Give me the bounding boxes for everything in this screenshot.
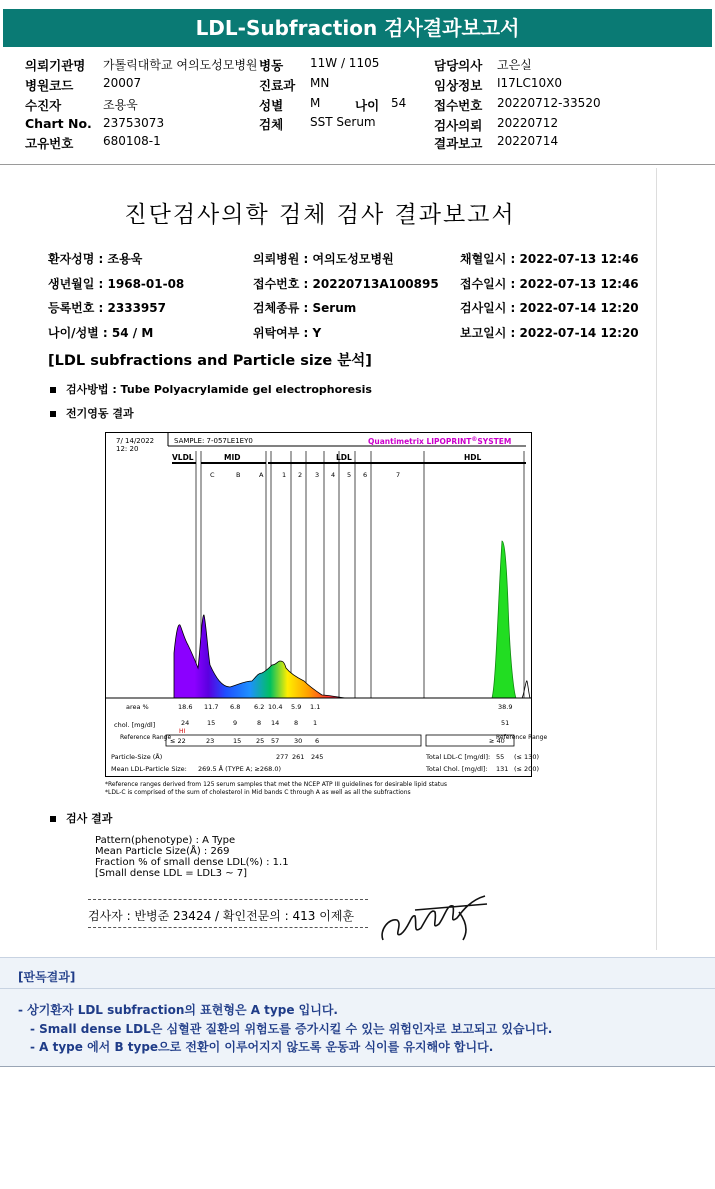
result-line: Fraction % of small dense LDL(%) : 1.1 [95,857,289,868]
table-cell: 5.9 [291,703,302,711]
bullet-icon [50,816,56,822]
table-cell: 25 [256,737,265,745]
hdl-tail [522,681,530,698]
bullet-icon [50,387,56,393]
patient-info: 접수번호 : 20220713A100895 [253,277,439,291]
table-cell: 8 [257,719,262,727]
band-label: 1 [282,471,287,479]
sample-id: SAMPLE: 7-057LE1EY0 [174,437,253,445]
total-ldl-ref: (≤ 130) [514,753,539,761]
table-cell: 1.1 [310,703,321,711]
info-value: 20220712 [497,116,559,130]
result-line: [Small dense LDL = LDL3 ~ 7] [95,868,248,879]
sign-line-top [88,899,368,900]
info-label: 고유번호 [25,136,74,151]
table-cell: 23 [206,737,215,745]
result-heading: 검사 결과 [66,812,113,825]
info-label: 수진자 [25,98,62,113]
table-cell: 245 [311,753,324,761]
patient-info: 검사일시 : 2022-07-14 12:20 [460,301,639,315]
divider [0,164,715,165]
group-ldl: LDL [336,453,352,462]
info-label: 검사의뢰 [434,118,483,133]
method-text: 검사방법 : Tube Polyacrylamide gel electrophoresis [66,383,372,396]
table-cell: 15 [207,719,216,727]
footnote-1: *Reference ranges derived from 125 serum samples that met the NCEP ATP III guidelines for desirable lipid status [105,781,448,788]
patient-info: 나이/성별 : 54 / M [48,326,154,340]
table-cell: 24 [181,719,190,727]
info-value: I17LC10X0 [497,76,562,90]
result-line: Mean Particle Size(Å) : 269 [95,846,230,857]
page-title: LDL-Subfraction 검사결과보고서 [3,9,712,47]
electrophoresis-chart [105,432,548,777]
table-cell: 8 [294,719,299,727]
total-chol-ref: (≤ 200) [514,765,539,773]
table-cell: 1 [313,719,318,727]
title-bar [0,0,715,48]
ref-hdl: ≥ 40 [489,737,505,745]
sign-line-bottom [88,927,368,928]
total-chol-label: Total Chol. [mg/dl]: [426,765,488,773]
psize-label: Particle-Size (Å) [111,753,163,761]
band-label: 7 [396,471,401,479]
section-title: [LDL subfractions and Particle size 분석] [48,353,372,369]
patient-info: 의뢰병원 : 여의도성모병원 [253,252,394,266]
table-cell: 6.8 [230,703,241,711]
hdl-peak [492,541,516,698]
total-ldl-label: Total LDL-C [mg/dl]: [426,753,491,761]
lipoprint-svg [106,433,548,776]
verdict-line: - A type 에서 B type으로 전환이 이루어지지 않도록 운동과 식이를 유지해야 합니다. [30,1040,494,1054]
info-value: 20220712-33520 [497,96,601,110]
info-value: 23753073 [103,116,165,130]
verdict-panel [0,957,715,1067]
info-value: SST Serum [310,115,376,129]
info-label: Chart No. [25,116,92,131]
table-cell: 10.4 [268,703,283,711]
table-cell: ≤ 22 [170,737,186,745]
patient-info: 채혈일시 : 2022-07-13 12:46 [460,252,639,266]
info-label: 임상정보 [434,78,483,93]
band-label: 4 [331,471,336,479]
patient-info: 접수일시 : 2022-07-13 12:46 [460,277,639,291]
info-label: 성별 [259,98,284,113]
table-cell: 6.2 [254,703,265,711]
band-label: A [259,471,264,479]
band-label: C [210,471,215,479]
total-ldl: 55 [496,753,505,761]
row-ref-label: Reference Range [120,734,172,741]
info-label: 결과보고 [434,136,483,151]
patient-info: 보고일시 : 2022-07-14 12:20 [460,326,639,340]
info-value: 조용욱 [103,98,138,112]
info-value: 가톨릭대학교 여의도성모병원 [103,58,258,72]
table-cell: 9 [233,719,238,727]
info-value: M [310,96,321,110]
table-cell: 51 [501,719,510,727]
table-cell: 30 [294,737,303,745]
table-cell: 57 [271,737,280,745]
info-value: 고은실 [497,58,532,72]
total-chol: 131 [496,765,509,773]
chart-date: 7/ 14/2022 [116,437,155,445]
info-label: 의뢰기관명 [25,58,86,73]
signature-text: 검사자 : 반병준 23424 / 확인전문의 : 413 이제훈 [88,909,355,923]
ref-label-right: Reference Range [496,734,548,741]
mean-label: Mean LDL-Particle Size: [111,765,187,773]
info-value: 20220714 [497,134,559,148]
report-title: 진단검사의학 검체 검사 결과보고서 [124,202,516,228]
ldl-curve [174,615,346,698]
patient-info: 위탁여부 : Y [253,326,322,340]
info-value: MN [310,76,330,90]
verdict-divider [0,988,715,989]
table-cell: 11.7 [204,703,219,711]
group-hdl: HDL [464,453,482,462]
verdict-line: - 상기환자 LDL subfraction의 표현형은 A type 입니다. [18,1003,338,1017]
info-label: 병원코드 [25,78,74,93]
patient-info: 검체종류 : Serum [253,301,357,315]
info-label: 병동 [259,58,284,73]
band-label: B [236,471,241,479]
patient-info: 생년월일 : 1968-01-08 [48,277,185,291]
info-label: 검체 [259,117,284,132]
table-cell: 18.6 [178,703,193,711]
verdict-line: - Small dense LDL은 심혈관 질환의 위험도를 증가시킬 수 있는 위험인자로 보고되고 있습니다. [30,1022,553,1036]
table-cell: 15 [233,737,242,745]
row-area-label: area % [126,703,149,711]
band-label: 6 [363,471,368,479]
electro-heading: 전기영동 결과 [66,407,134,420]
band-label: 5 [347,471,352,479]
brand-label: Quantimetrix LIPOPRINT®SYSTEM [368,436,512,446]
band-label: 2 [298,471,303,479]
info-value: 20007 [103,76,142,90]
info-value: 11W / 1105 [310,56,380,70]
bullet-icon [50,411,56,417]
chart-time: 12: 20 [116,445,139,453]
table-cell: 14 [271,719,280,727]
table-cell: 277 [276,753,289,761]
table-cell: 261 [292,753,305,761]
result-line: Pattern(phenotype) : A Type [95,835,236,846]
mean-value: 269.5 Å (TYPE A; ≥268.0) [198,765,282,773]
group-vldl: VLDL [172,453,194,462]
info-label: 접수번호 [434,98,483,113]
patient-info: 환자성명 : 조용욱 [48,252,143,266]
hi-flag: HI [179,728,186,735]
signature-image [375,890,495,948]
info-value: 680108-1 [103,134,161,148]
info-label: 진료과 [259,78,296,93]
table-cell: 6 [315,737,320,745]
group-mid: MID [224,453,241,462]
footnote-2: *LDL-C is comprised of the sum of cholesterol in Mid bands C through A as well as all the subfractions [105,789,411,796]
info-value: 54 [391,96,407,110]
info-label: 담당의사 [434,58,483,73]
patient-info: 등록번호 : 2333957 [48,301,166,315]
info-label: 나이 [355,98,380,113]
band-label: 3 [315,471,320,479]
verdict-heading: [판독결과] [18,970,76,984]
table-cell: 38.9 [498,703,513,711]
row-chol-label: chol. [mg/dl] [114,721,156,729]
